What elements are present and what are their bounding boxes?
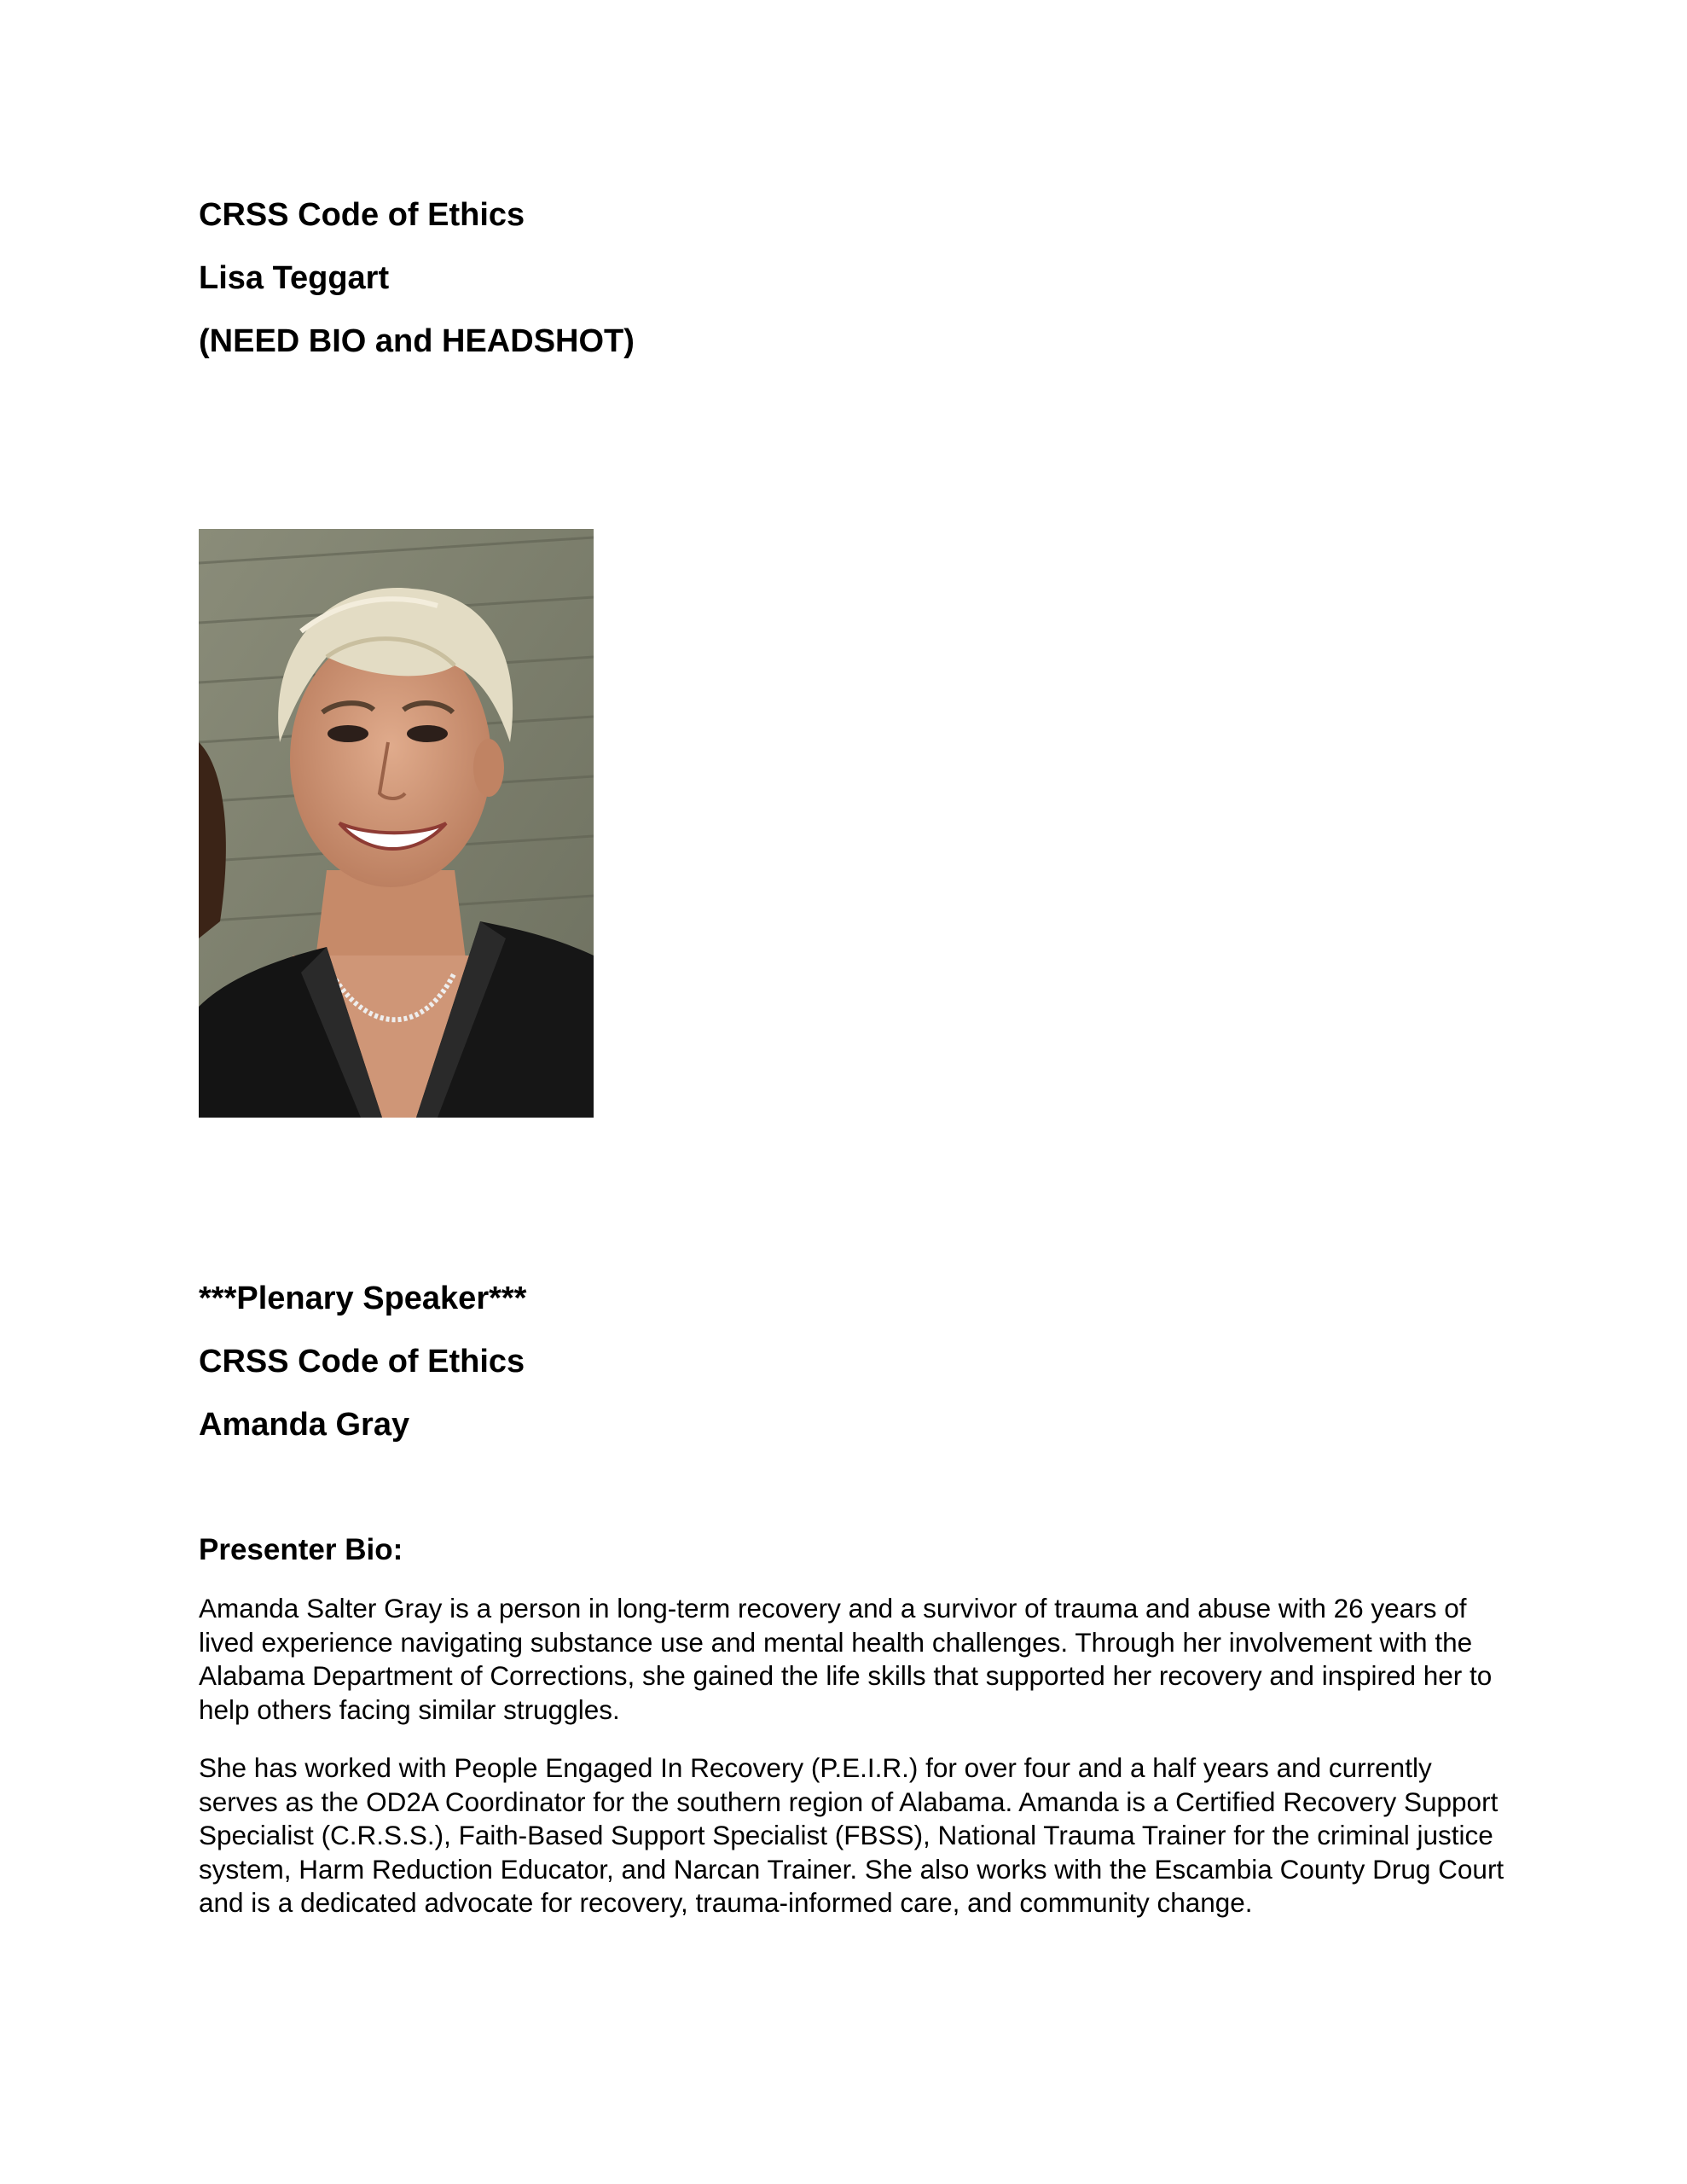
presenter-headshot-photo — [199, 529, 594, 1118]
presenter-bio-heading: Presenter Bio: — [199, 1533, 403, 1566]
session-title-1: CRSS Code of Ethics — [199, 197, 525, 233]
bio-paragraph-2: She has worked with People Engaged In Recovery (P.E.I.R.) for over four and a half years and currently serves as the OD2A Coordinator for the southern region of Alabama. Amanda is a Certified Recovery Support Specialist (C.R.S.S.), Faith-Based Support Specialist (FBSS), National Trauma Trainer for the criminal justice system, Harm Reduction Educator, and Narcan Trainer. She also works with the Escambia County Drug Court and is a dedicated advocate for recovery, trauma-informed care, and community change. — [199, 1752, 1504, 1919]
presenter-name-1: Lisa Teggart — [199, 260, 390, 296]
headshot-illustration — [199, 529, 594, 1118]
session-title-2: CRSS Code of Ethics — [199, 1344, 525, 1380]
missing-bio-note: (NEED BIO and HEADSHOT) — [199, 323, 635, 359]
presenter-name-2: Amanda Gray — [199, 1407, 410, 1443]
bio-paragraph-1: Amanda Salter Gray is a person in long-term recovery and a survivor of trauma and abuse with 26 years of lived experience navigating substance use and mental health challenges. Through her involvement with the Alabama Department of Corrections, she gained the life skills that supported her recovery and inspired her to help others facing similar struggles. — [199, 1593, 1493, 1725]
plenary-speaker-tag: ***Plenary Speaker*** — [199, 1281, 527, 1316]
